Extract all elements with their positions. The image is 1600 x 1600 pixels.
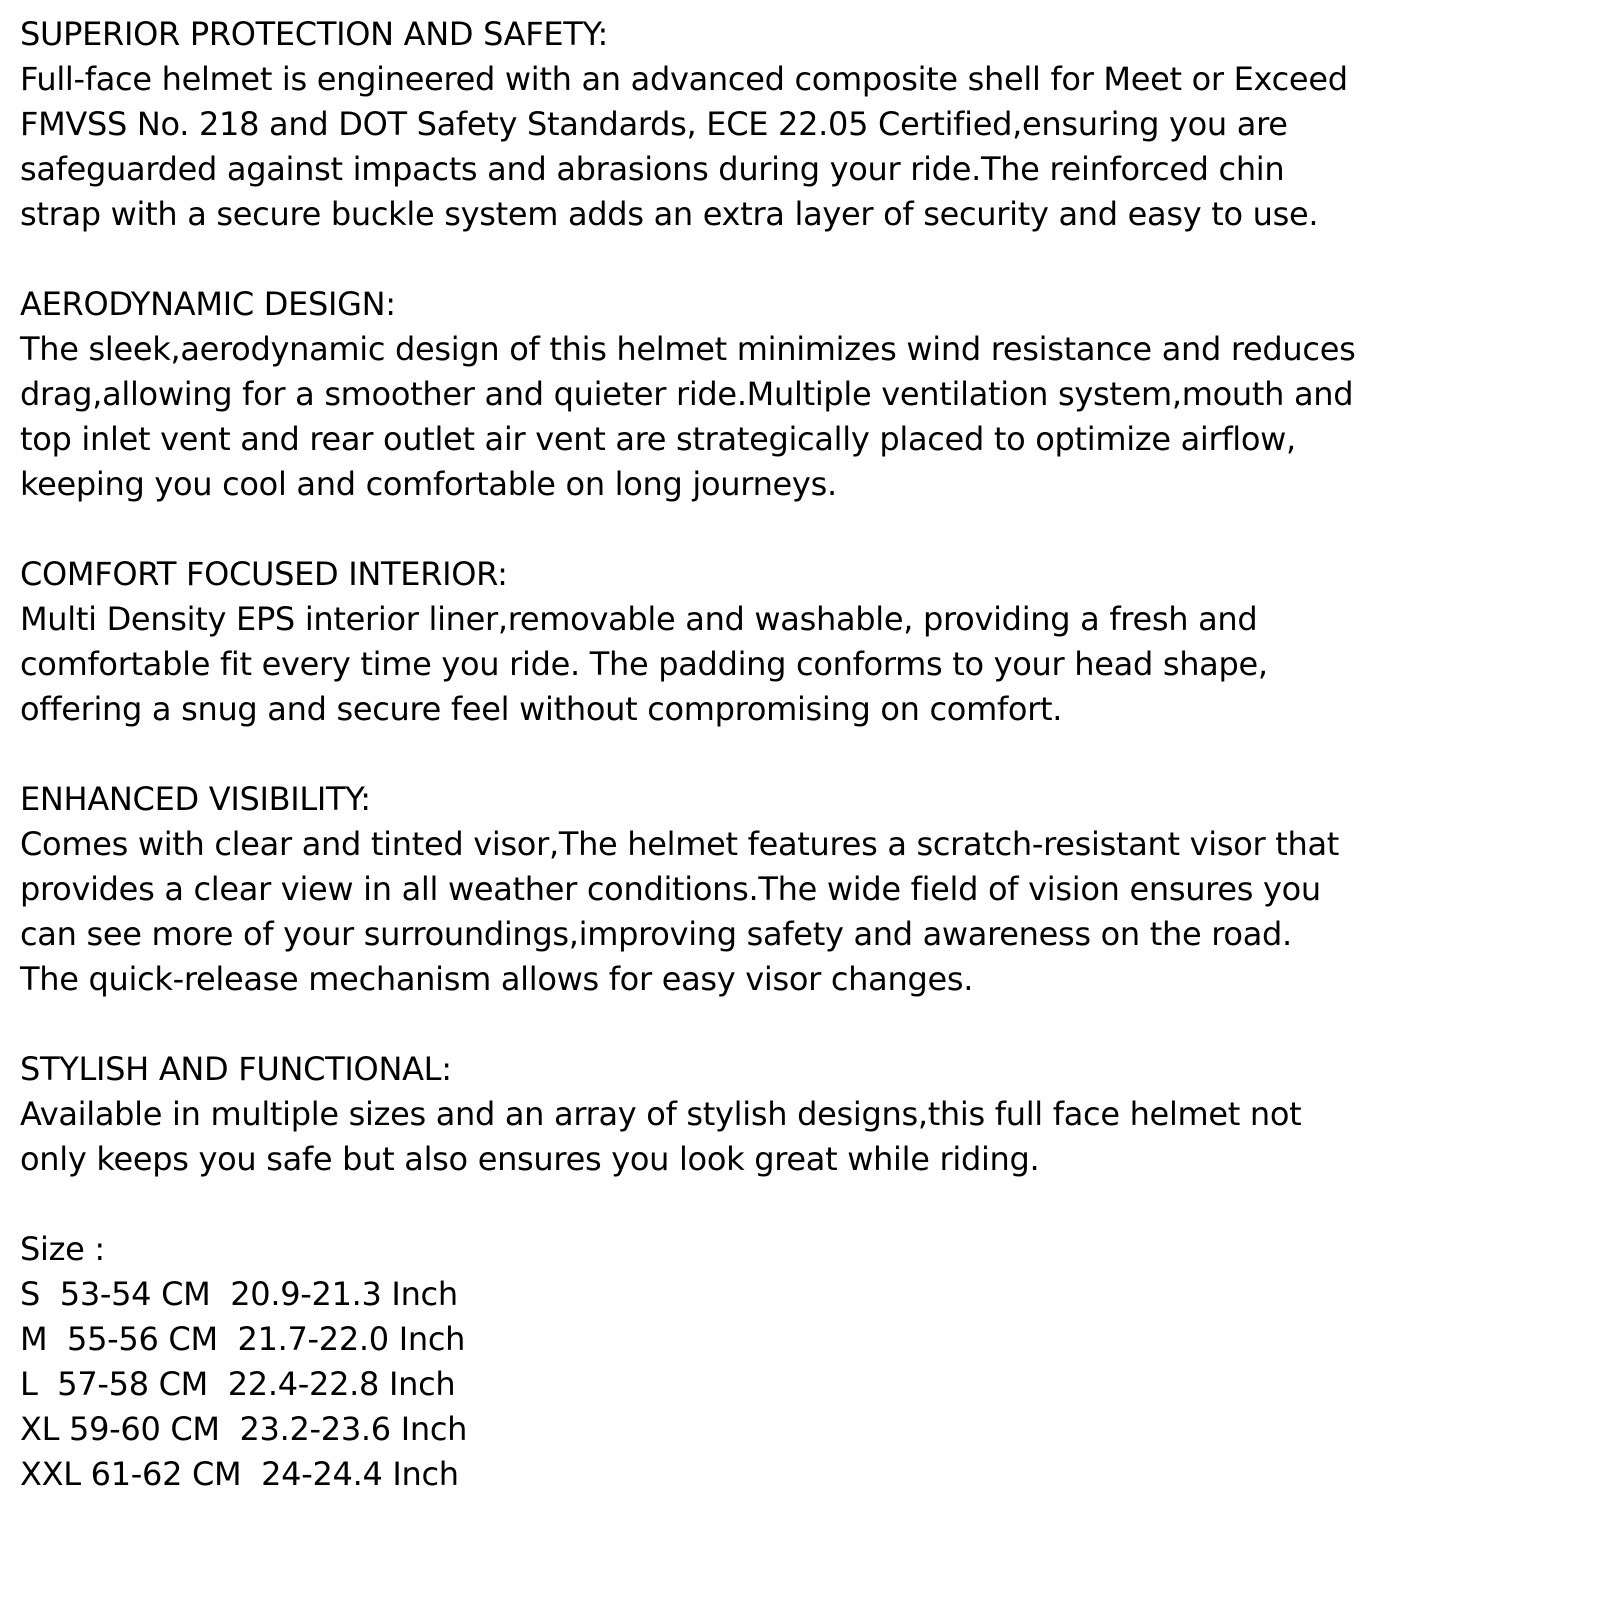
- section-aerodynamic-design: [20, 282, 1600, 507]
- text-line: FMVSS No. 218 and DOT Safety Standards, ECE 22.05 Certified,ensuring you are: [20, 105, 1288, 143]
- text-line: keeping you cool and comfortable on long journeys.: [20, 465, 837, 503]
- section-heading: Size :: [20, 1230, 105, 1268]
- section-heading: SUPERIOR PROTECTION AND SAFETY:: [20, 15, 609, 53]
- text-line: Comes with clear and tinted visor,The helmet features a scratch-resistant visor that: [20, 825, 1340, 863]
- section-heading: ENHANCED VISIBILITY:: [20, 780, 371, 818]
- section-superior-protection: [20, 12, 1600, 237]
- text-line: safeguarded against impacts and abrasions during your ride.The reinforced chin: [20, 150, 1285, 188]
- text-line: Multi Density EPS interior liner,removable and washable, providing a fresh and: [20, 600, 1258, 638]
- section-heading: STYLISH AND FUNCTIONAL:: [20, 1050, 452, 1088]
- section-size-chart: [20, 1227, 1600, 1497]
- text-line: only keeps you safe but also ensures you look great while riding.: [20, 1140, 1040, 1178]
- section-heading: COMFORT FOCUSED INTERIOR:: [20, 555, 508, 593]
- text-line: can see more of your surroundings,improving safety and awareness on the road.: [20, 915, 1292, 953]
- text-line: top inlet vent and rear outlet air vent are strategically placed to optimize airflow,: [20, 420, 1296, 458]
- text-line: comfortable fit every time you ride. The padding conforms to your head shape,: [20, 645, 1268, 683]
- size-row-s: S 53-54 CM 20.9-21.3 Inch: [20, 1275, 458, 1313]
- text-line: drag,allowing for a smoother and quieter ride.Multiple ventilation system,mouth and: [20, 375, 1354, 413]
- section-stylish-functional: [20, 1047, 1600, 1182]
- text-line: strap with a secure buckle system adds an extra layer of security and easy to use.: [20, 195, 1319, 233]
- text-line: Full-face helmet is engineered with an advanced composite shell for Meet or Exceed: [20, 60, 1348, 98]
- size-row-l: L 57-58 CM 22.4-22.8 Inch: [20, 1365, 456, 1403]
- size-row-xxl: XXL 61-62 CM 24-24.4 Inch: [20, 1455, 459, 1493]
- text-line: The sleek,aerodynamic design of this helmet minimizes wind resistance and reduces: [20, 330, 1356, 368]
- section-heading: AERODYNAMIC DESIGN:: [20, 285, 396, 323]
- section-enhanced-visibility: [20, 777, 1600, 1002]
- text-line: offering a snug and secure feel without compromising on comfort.: [20, 690, 1063, 728]
- size-row-xl: XL 59-60 CM 23.2-23.6 Inch: [20, 1410, 468, 1448]
- section-comfort-interior: [20, 552, 1600, 732]
- size-row-m: M 55-56 CM 21.7-22.0 Inch: [20, 1320, 466, 1358]
- text-line: The quick-release mechanism allows for easy visor changes.: [20, 960, 974, 998]
- text-line: provides a clear view in all weather conditions.The wide field of vision ensures you: [20, 870, 1321, 908]
- text-line: Available in multiple sizes and an array of stylish designs,this full face helmet not: [20, 1095, 1302, 1133]
